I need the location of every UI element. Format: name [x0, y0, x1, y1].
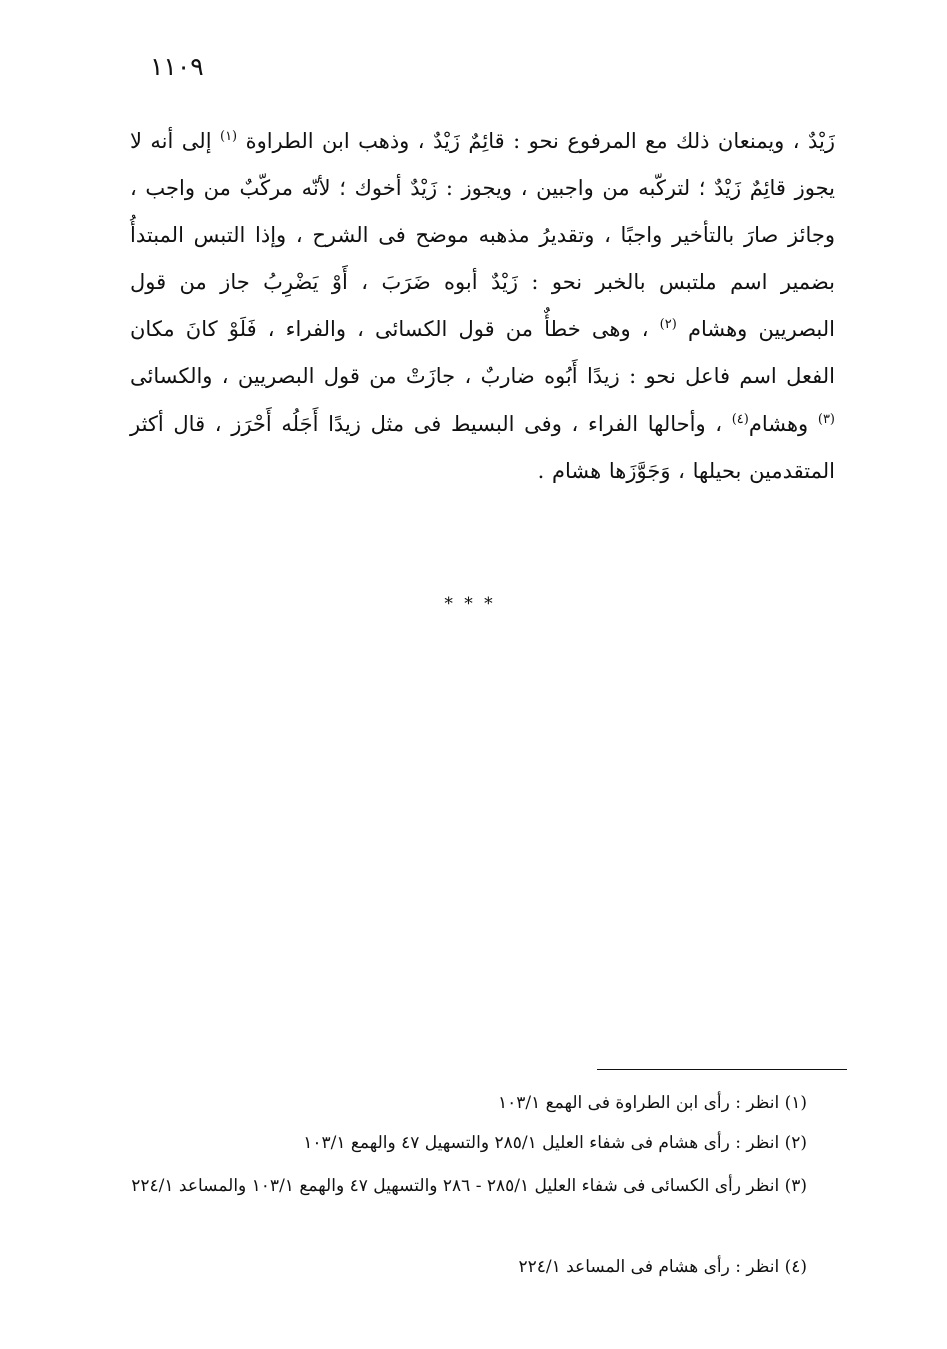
main-text-segment: إلى أنه لا يجوز قائِمٌ زَيْدٌ ؛ لتركّبه من واجبين ، ويجوز : زَيْدٌ أخوك ؛ لأنّه مركّبٌ من واجب ، وجائز صارَ بالتأخير واجبًا ، وتقديرُ مذهبه موضح فى الشرح ، وإذا التبس المبتدأُ بضمير اسم ملتبس بالخبر نحو : زَيْدٌ أبوه ضَرَبَ ، أَوْ يَضْرِبُ جاز من قول البصريين وهشام — [130, 129, 835, 342]
main-text-segment: زَيْدٌ ، ويمنعان ذلك مع المرفوع نحو : قائِمٌ زَيْدٌ ، وذهب ابن الطراوة — [237, 129, 835, 153]
footnote-reference-2[interactable]: (٢) — [659, 317, 677, 333]
footnote-reference-3[interactable]: (٣) — [817, 411, 835, 427]
page-number: ١١٠٩ — [150, 52, 204, 81]
footnotes-list — [117, 1085, 807, 1285]
footnote-4: (٤) انظر : رأى هشام فى المساعد ٢٢٤/١ — [518, 1257, 807, 1277]
footnote-reference-4[interactable]: (٤) — [731, 411, 749, 427]
footnote-reference-1[interactable]: (١) — [219, 129, 238, 144]
main-paragraph — [130, 118, 835, 495]
footnote-1: (١) انظر : رأى ابن الطراوة فى الهمع ١٠٣/١ — [497, 1093, 807, 1113]
footnote-2: (٢) انظر : رأى هشام فى شفاء العليل ٢٨٥/١ والتسهيل ٤٧ والهمع ١٠٣/١ — [303, 1133, 807, 1153]
main-text-segment: ، وأحالها الفراء ، وفى البسيط فى مثل زيدًا أَجَلُه أَحْرَز ، قال أكثر المتقدمين بحيلها ، وَجَوَّزَها هشام . — [130, 411, 835, 483]
section-divider: * * * — [444, 594, 496, 614]
footnote-separator-line — [597, 1069, 847, 1070]
main-text-segment: وهشام — [748, 411, 818, 436]
footnote-3: (٣) انظر رأى الكسائى فى شفاء العليل ٢٨٥/١ - ٢٨٦ والتسهيل ٤٧ والهمع ١٠٣/١ والمساعد ٢٢٤/١ — [131, 1176, 807, 1196]
main-text-segment: ، وهى خطأٌ من قول الكسائى ، والفراء ، فَلَوْ كانَ مكان الفعل اسم فاعل نحو : زيدًا أَبُوه ضاربٌ ، جازَتْ من قول البصريين ، والكسائى — [130, 317, 835, 389]
